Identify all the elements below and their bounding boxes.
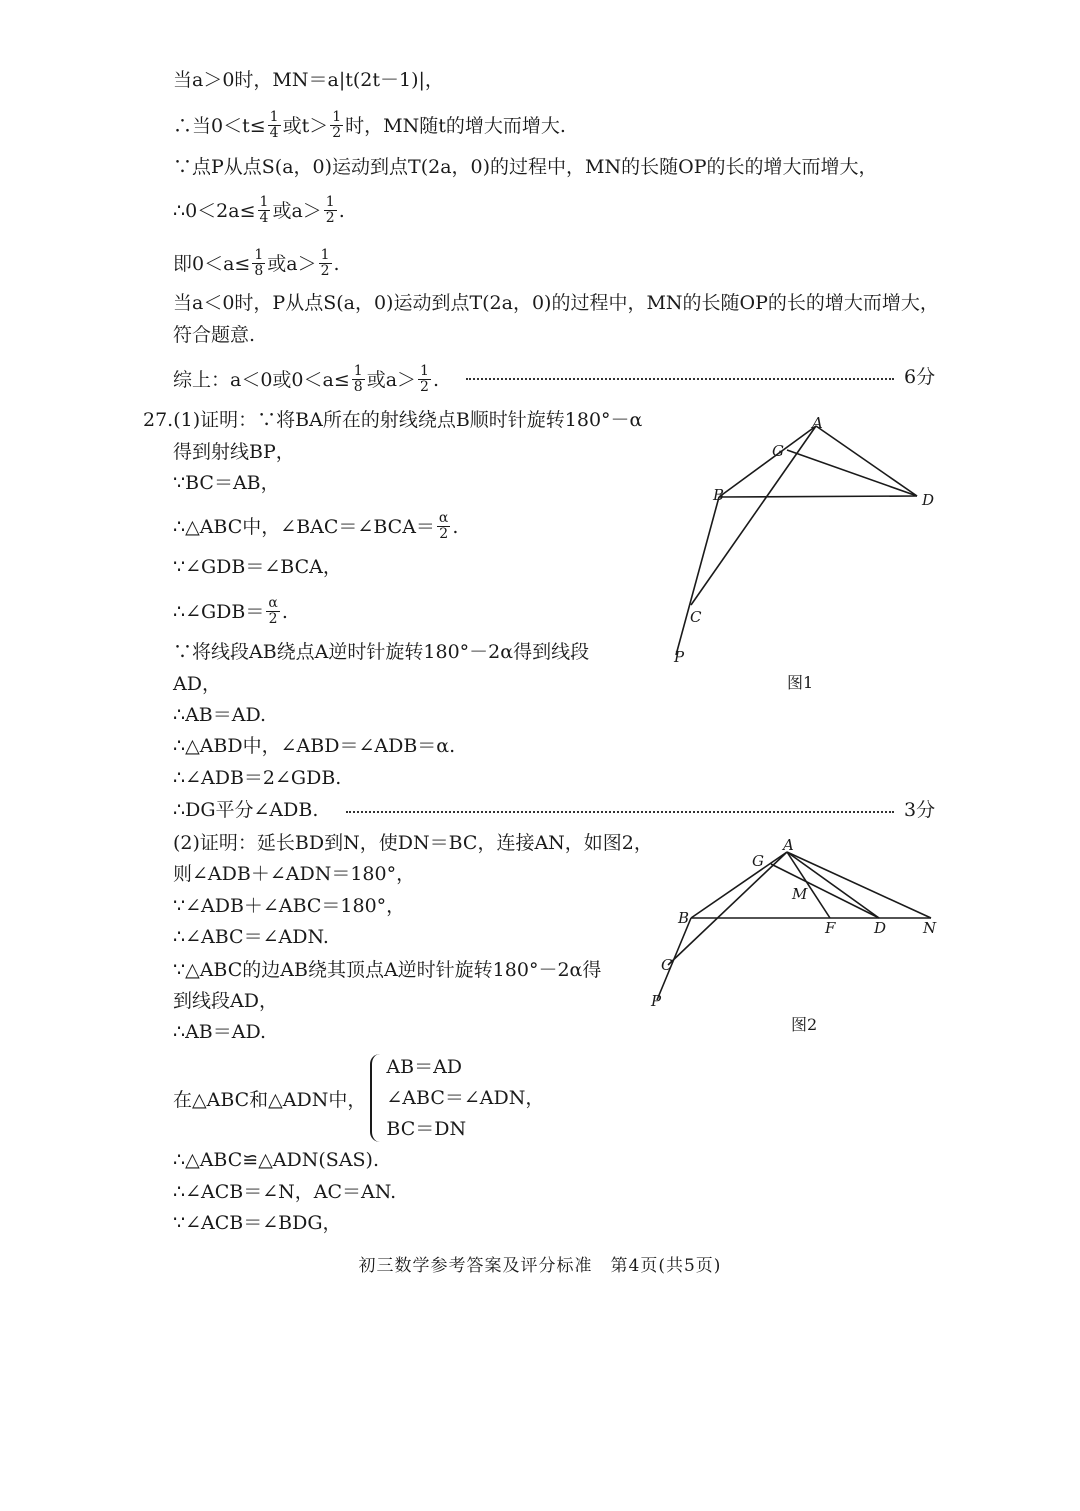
score-leader-dots [466, 378, 894, 380]
fraction [319, 248, 332, 279]
condition: AB＝AD [386, 1055, 463, 1078]
numerator: 1 [269, 109, 279, 125]
figure-1-caption: 图1 [787, 673, 814, 692]
line-text: ∴△ABD中，∠ABD＝∠ADB＝α. [173, 735, 456, 757]
numerator: 1 [254, 247, 264, 263]
score-mark: 3分 [904, 799, 936, 821]
point-label-M: M [792, 885, 808, 903]
line-text: (2)证明：延长BD到N，使DN＝BC，连接AN，如图2， [173, 832, 653, 854]
line-text: ∴DG平分∠ADB. [173, 799, 319, 821]
point-label-B: B [678, 909, 690, 927]
denominator: 2 [420, 379, 429, 395]
fraction [324, 195, 337, 226]
equation-system [173, 1050, 544, 1146]
text-line [143, 407, 642, 433]
line-text: ∵BC＝AB， [173, 472, 280, 494]
text-line [173, 1179, 396, 1205]
text-line [173, 893, 405, 919]
text-line [173, 1147, 379, 1173]
text-line [173, 1210, 342, 1236]
text-line [173, 470, 280, 496]
point-label-C: C [661, 956, 673, 974]
condition: ∠ABC＝∠ADN， [386, 1086, 545, 1109]
denominator: 2 [268, 611, 278, 627]
text-line [173, 765, 341, 791]
line-text: 或t＞ [282, 114, 329, 137]
segment-AD [816, 426, 917, 496]
line-text: ∴AB＝AD. [173, 704, 267, 726]
text-line [173, 924, 329, 950]
line-text: 时，MN随t的增大而增大. [345, 114, 566, 137]
line-text: ∵∠ACB＝∠BDG， [173, 1212, 342, 1234]
fraction [352, 364, 365, 395]
line-text: 或a＞ [267, 252, 317, 275]
line-text: . [452, 515, 459, 538]
numerator: 1 [353, 363, 363, 379]
numerator: 1 [332, 109, 342, 125]
score-leader-dots [346, 811, 894, 813]
line-text: ∴∠ADB＝2∠GDB. [173, 767, 342, 789]
line-text: ∴∠ACB＝∠N，AC＝AN. [173, 1181, 397, 1203]
line-text: AD， [173, 673, 221, 695]
numerator: 1 [325, 194, 335, 210]
fraction [418, 364, 431, 395]
denominator: 2 [320, 263, 330, 279]
condition: BC＝DN [386, 1117, 467, 1140]
text-line [173, 67, 444, 93]
fraction [266, 596, 279, 627]
line-text: ∴当0＜t≤ [173, 114, 266, 137]
denominator: 2 [439, 526, 449, 542]
text-line [173, 861, 415, 887]
numerator: α [438, 510, 449, 526]
point-label-P: P [674, 648, 685, 666]
text-line [173, 1019, 266, 1045]
line-text: . [338, 199, 345, 222]
line-text: ∴∠GDB＝ [173, 600, 265, 623]
figure-2-diagram [645, 834, 945, 1014]
segment-BD [719, 496, 917, 497]
point-label-A: A [812, 414, 823, 432]
point-label-G: G [772, 442, 784, 460]
point-label-C: C [690, 608, 702, 626]
segment-AB [691, 852, 787, 918]
line-text: 则∠ADB＋∠ADN＝180°， [173, 863, 416, 885]
line-text: ∵∠ADB＋∠ABC＝180°， [173, 895, 406, 917]
text-line [173, 957, 601, 983]
line-text: 符合题意. [173, 324, 256, 346]
text-line [173, 639, 589, 665]
text-line [173, 702, 266, 728]
numerator: 1 [420, 363, 429, 379]
text-line [173, 439, 295, 465]
line-text: . [281, 600, 288, 623]
line-text: 当a＜0时，P从点S(a，0)运动到点T(2a，0)的过程中，MN的长随OP的长的增大而增大， [173, 292, 939, 314]
text-line [173, 322, 255, 348]
line-text: (1)证明：∵将BA所在的射线绕点B顺时针旋转180°－α [173, 409, 643, 431]
fraction [252, 248, 265, 279]
text-line [173, 110, 566, 141]
text-line [173, 596, 288, 627]
figure-2-caption: 图2 [791, 1015, 818, 1034]
denominator: 2 [332, 125, 342, 141]
system-conditions [386, 1052, 544, 1145]
line-text: 当a＞0时，MN＝a|t(2t－1)|， [173, 69, 444, 91]
fraction [330, 110, 343, 141]
segment-AB [719, 426, 816, 497]
line-text: . [333, 252, 340, 275]
denominator: 8 [254, 263, 264, 279]
line-text: . [432, 368, 439, 391]
denominator: 4 [259, 210, 269, 226]
fraction [268, 110, 281, 141]
text-line [173, 797, 318, 823]
text-line [173, 988, 278, 1014]
line-text: 得到射线BP， [173, 441, 295, 463]
line-text: 或a＞ [272, 199, 322, 222]
left-brace [370, 1054, 382, 1142]
text-line [173, 511, 458, 542]
text-line [173, 830, 653, 856]
text-line [173, 671, 221, 697]
point-label-N: N [923, 919, 937, 937]
ray-BP [676, 497, 719, 655]
segment-GD [787, 450, 917, 496]
numerator: 1 [320, 247, 330, 263]
line-text: ∵点P从点S(a，0)运动到点T(2a，0)的过程中，MN的长随OP的长的增大而增大， [173, 156, 878, 178]
figure-1-diagram [660, 410, 950, 670]
question-number: 27. [143, 409, 174, 431]
line-text: ∵将线段AB绕点A逆时针旋转180°－2α得到线段 [173, 641, 590, 663]
line-text: ∴△ABC中，∠BAC＝∠BCA＝ [173, 515, 435, 538]
score-mark: 6分 [904, 366, 936, 388]
denominator: 8 [353, 379, 363, 395]
line-text: ∴0＜2a≤ [173, 199, 256, 222]
point-label-B: B [713, 486, 725, 504]
point-label-A: A [783, 836, 794, 854]
line-text: ∵△ABC的边AB绕其顶点A逆时针旋转180°－2α得 [173, 959, 602, 981]
text-line [173, 195, 345, 226]
page-footer: 初三数学参考答案及评分标准 第4页(共5页) [358, 1256, 722, 1276]
numerator: 1 [259, 194, 269, 210]
point-label-P: P [651, 992, 662, 1010]
line-text: 综上：a＜0或0＜a≤ [173, 368, 350, 391]
point-label-D: D [874, 919, 887, 937]
text-line [173, 364, 439, 395]
point-label-D: D [922, 491, 935, 509]
fraction [437, 511, 450, 542]
text-line [173, 554, 342, 580]
denominator: 4 [269, 125, 279, 141]
line-text: 即0＜a≤ [173, 252, 251, 275]
line-text: 到线段AD， [173, 990, 278, 1012]
line-text: ∴AB＝AD. [173, 1021, 267, 1043]
numerator: α [268, 595, 278, 611]
point-label-F: F [825, 919, 836, 937]
denominator: 2 [325, 210, 335, 226]
line-text: 或a＞ [366, 368, 417, 391]
line-text: 在△ABC和△ADN中， [173, 1088, 367, 1111]
text-line [173, 248, 340, 279]
line-text: ∴∠ABC＝∠ADN. [173, 926, 329, 948]
fraction [258, 195, 271, 226]
line-text: ∵∠GDB＝∠BCA， [173, 556, 342, 578]
text-line [173, 154, 878, 180]
line-text: ∴△ABC≌△ADN(SAS). [173, 1149, 380, 1171]
text-line [173, 290, 939, 316]
point-label-G: G [752, 852, 764, 870]
text-line [173, 733, 455, 759]
